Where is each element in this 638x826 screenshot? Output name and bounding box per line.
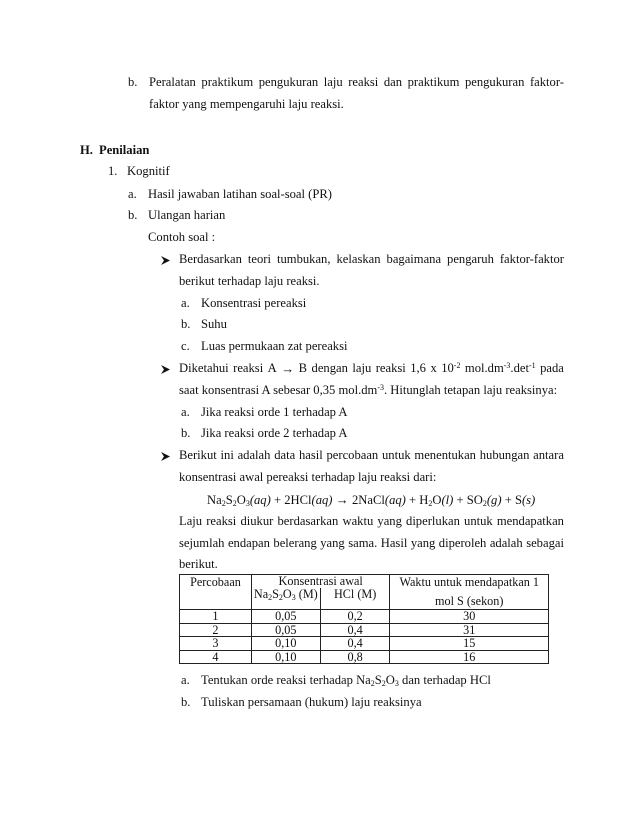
header-konsentrasi: Konsentrasi awal <box>251 575 390 588</box>
reaction-arrow: → <box>281 361 295 376</box>
table-cell: 0,8 <box>320 650 390 664</box>
table-cell: 0,05 <box>251 610 320 624</box>
rate-power: $10^{-2}$ <box>441 361 461 375</box>
word: praktikum <box>407 75 460 89</box>
rate-unit: $mol.dm^{-3}.\det^{-1}$ <box>464 361 536 375</box>
word: Berdasarkan <box>179 252 242 266</box>
word: pengukuran <box>258 75 319 89</box>
item-b-line2: faktor yang mempengaruhi laju reaksi. <box>149 97 344 111</box>
word: hasil <box>298 448 323 462</box>
final-q-text: Tuliskan persamaan (hukum) laju reaksinya <box>201 695 422 709</box>
final-q-marker: b. <box>181 695 191 709</box>
word: untuk <box>381 448 411 462</box>
word: Laju <box>179 514 203 528</box>
final-q-marker: a. <box>181 673 190 687</box>
word: hubungan <box>479 448 530 462</box>
table-row <box>180 610 549 624</box>
q1-option-marker: c. <box>181 339 190 353</box>
q2-word: dengan <box>311 361 348 375</box>
header-hcl: HCl (M) <box>320 588 390 610</box>
reaction-equation: $Na_2S_2O_3(aq) + 2HCl(aq)$ → 2NaCl(aq) + $H_2O(l) + SO_2(g) + S(s)$ <box>207 492 536 508</box>
table-cell: 16 <box>390 650 549 664</box>
word: berdasarkan <box>277 514 339 528</box>
word: reaksi <box>206 514 237 528</box>
q2-line2: saat konsentrasi A sebesar 0,35 $mol.dm^{-3}$. Hitunglah tetapan laju reaksinya: <box>179 383 558 397</box>
word: pengaruh <box>447 252 494 266</box>
table-cell: 0,05 <box>251 623 320 637</box>
section-h-marker: H. <box>80 143 93 157</box>
word: bagaimana <box>386 252 442 266</box>
word: belerang <box>273 536 317 550</box>
word: praktikum <box>201 75 254 89</box>
q2-option-marker: a. <box>181 405 190 419</box>
rate-x: x <box>430 361 437 375</box>
table-cell: 31 <box>390 623 549 637</box>
table-cell: 0,4 <box>320 637 390 651</box>
word: percobaan <box>326 448 379 462</box>
table-cell: 4 <box>180 650 252 664</box>
q1-line2: berikut terhadap laju reaksi. <box>179 274 320 288</box>
word: antara <box>533 448 564 462</box>
word: faktor- <box>529 75 564 89</box>
table-row <box>180 637 549 651</box>
sub-a-text: Hasil jawaban latihan soal-soal (PR) <box>148 187 332 201</box>
kognitif-label: Kognitif <box>127 164 170 178</box>
arrow-bullet-icon <box>160 364 171 375</box>
q2-word: laju <box>352 361 372 375</box>
table-row <box>180 623 549 637</box>
table-cell: 0,4 <box>320 623 390 637</box>
word: faktor-faktor <box>499 252 564 266</box>
word: diperlukan <box>406 514 460 528</box>
word: endapan <box>227 536 270 550</box>
q3-line2: konsentrasi awal pereaksi terhadap laju reaksi dari: <box>179 470 437 484</box>
word: yang <box>410 536 436 550</box>
word: mendapatkan <box>496 514 564 528</box>
q1-line1 <box>179 252 564 267</box>
word: laju <box>323 75 343 89</box>
q2-word: reaksi <box>375 361 406 375</box>
word: Hasil <box>380 536 408 550</box>
kognitif-marker: 1. <box>108 164 118 178</box>
table-header-row <box>180 575 549 588</box>
arrow-bullet-icon <box>160 255 171 266</box>
section-h-title: Penilaian <box>99 143 150 157</box>
table-row <box>180 650 549 664</box>
item-b-line1 <box>149 75 564 90</box>
word: teori <box>247 252 272 266</box>
table-cell: 30 <box>390 610 549 624</box>
q2-word: Diketahui <box>179 361 229 375</box>
word: Berikut <box>179 448 217 462</box>
word: yang <box>320 536 345 550</box>
q1-option-text: Konsentrasi pereaksi <box>201 296 307 310</box>
table-cell: 2 <box>180 623 252 637</box>
word: tumbukan, <box>276 252 331 266</box>
word: reaksi <box>348 75 379 89</box>
word: Peralatan <box>149 75 196 89</box>
word: untuk <box>464 514 493 528</box>
q3-paragraph-line3: berikut. <box>179 557 218 571</box>
sub-b-marker: b. <box>128 208 138 222</box>
word: sama. <box>348 536 378 550</box>
q2-option-text: Jika reaksi orde 2 terhadap A <box>201 426 348 440</box>
table-cell: 0,2 <box>320 610 390 624</box>
table-cell: 0,10 <box>251 637 320 651</box>
q3-paragraph-line2 <box>179 536 564 551</box>
sub-b-text: Ulangan harian <box>148 208 226 222</box>
experiment-table <box>179 574 549 664</box>
header-waktu: Waktu untuk mendapatkan 1 mol S (sekon) <box>390 575 549 610</box>
q2-option-text: Jika reaksi orde 1 terhadap A <box>201 405 348 419</box>
q1-option-text: Suhu <box>201 317 227 331</box>
q2-word: reaksi <box>233 361 264 375</box>
word: adalah <box>237 448 271 462</box>
arrow-bullet-icon <box>160 451 171 462</box>
header-na2s2o3: $Na_2S_2O_3$ (M) <box>251 588 320 610</box>
word: pengukuran <box>464 75 525 89</box>
q3-paragraph-line1 <box>179 514 564 529</box>
word: dan <box>383 75 403 89</box>
word: kelaskan <box>336 252 381 266</box>
q1-option-marker: a. <box>181 296 190 310</box>
q1-option-text: Luas permukaan zat pereaksi <box>201 339 348 353</box>
word: diperoleh <box>438 536 487 550</box>
contoh-soal-label: Contoh soal : <box>148 230 216 244</box>
table-cell: 15 <box>390 637 549 651</box>
final-q-text: Tentukan orde reaksi terhadap $Na_2S_2O_3$ dan terhadap HCl <box>201 673 491 688</box>
word: menentukan <box>414 448 476 462</box>
table-cell: 0,10 <box>251 650 320 664</box>
sub-a-marker: a. <box>128 187 137 201</box>
item-b-marker: b. <box>128 75 138 89</box>
word: yang <box>377 514 402 528</box>
word: diukur <box>240 514 274 528</box>
table-cell: 3 <box>180 637 252 651</box>
q2-word: A <box>267 361 277 375</box>
q1-option-marker: b. <box>181 317 191 331</box>
q2-word: B <box>298 361 308 375</box>
word: adalah <box>489 536 523 550</box>
word: ini <box>220 448 234 462</box>
word: data <box>274 448 296 462</box>
table-cell: 1 <box>180 610 252 624</box>
q2-word: pada <box>540 361 564 375</box>
word: waktu <box>342 514 374 528</box>
q2-option-marker: b. <box>181 426 191 440</box>
word: sebagai <box>526 536 564 550</box>
word: sejumlah <box>179 536 225 550</box>
q3-line1 <box>179 448 564 463</box>
rate-value: 1,6 <box>410 361 426 375</box>
q2-line1 <box>179 361 564 377</box>
header-percobaan: Percobaan <box>180 575 252 610</box>
